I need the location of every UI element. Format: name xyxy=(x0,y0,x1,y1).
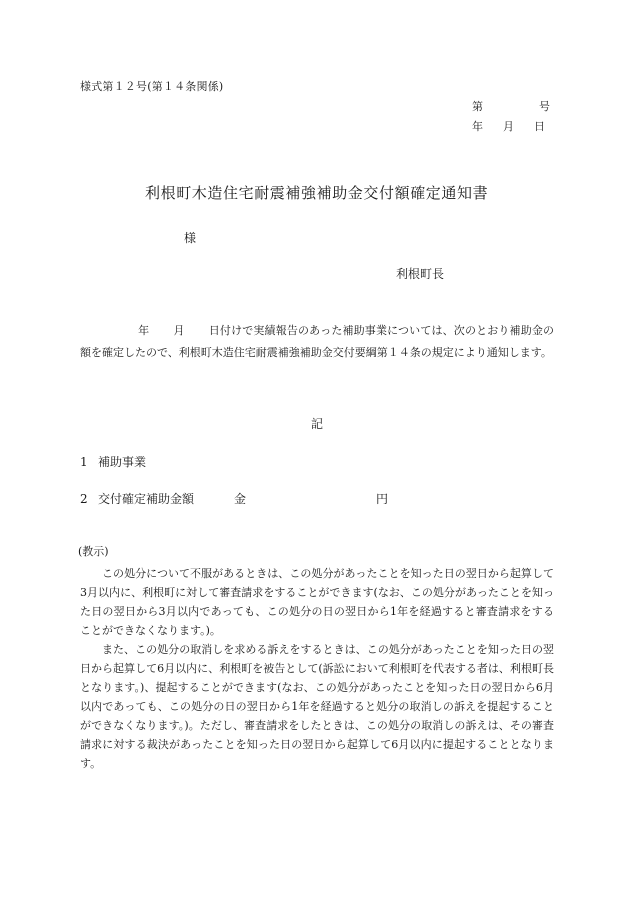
body-month: 月 xyxy=(173,324,185,337)
doc-no-prefix: 第 xyxy=(472,100,483,113)
form-number: 様式第１２号(第１４条関係) xyxy=(80,80,224,93)
document-number xyxy=(472,100,550,113)
body-text: 日付けで実績報告のあった補助事業については、次のとおり補助金の額を確定したので、利根町木造住宅耐震補強補助金交付要綱第１４条の規定により通知します。 xyxy=(80,324,555,359)
date-month: 月 xyxy=(503,120,514,133)
item-subsidy-project xyxy=(80,455,146,469)
issuer-name: 利根町長 xyxy=(396,267,445,281)
amount-unit: 円 xyxy=(376,492,389,506)
page-title: 利根町木造住宅耐震補強補助金交付額確定通知書 xyxy=(145,184,489,202)
notice-paragraph: また、この処分の取消しを求める訴えをするときは、この処分があったことを知った日の翌日から起算して6月以内に、利根町を被告として(訴訟において利根町を代表する者は、利根町長となります。)、提起することができます(なお、この処分があったことを知った日の翌日から6月以内であっても、この処分の日の翌日から1年を経過すると処分の取消しの訴えを提起することができなくなります。)。ただし、審査請求をしたときは、この処分の取消しの訴えは、その審査請求に対する裁決があったことを知った日の翌日から起算して6月以内に提起することとなります。 xyxy=(80,643,554,770)
notice-heading: (教示) xyxy=(78,545,109,558)
item-number: 2 xyxy=(80,492,88,506)
notice-text xyxy=(80,564,554,773)
notification-body xyxy=(80,320,554,364)
addressee-suffix: 様 xyxy=(184,231,197,245)
ki-heading: 記 xyxy=(311,417,324,431)
body-year: 年 xyxy=(138,324,150,337)
item-number: 1 xyxy=(80,455,88,469)
date-day: 日 xyxy=(534,120,545,133)
item-label: 交付確定補助金額 xyxy=(98,492,195,506)
item-label: 補助事業 xyxy=(98,455,147,469)
amount-prefix: 金 xyxy=(234,492,247,506)
item-confirmed-amount xyxy=(80,492,388,506)
document-date xyxy=(472,120,545,133)
notice-paragraph: この処分について不服があるときは、この処分があったことを知った日の翌日から起算して3月以内に、利根町に対して審査請求をすることができます(なお、この処分があったことを知った日の翌日から3月以内であっても、この処分の日の翌日から1年を経過すると審査請求をすることができなくなります。)。 xyxy=(80,567,554,637)
date-year: 年 xyxy=(472,120,483,133)
doc-no-suffix: 号 xyxy=(539,100,550,113)
